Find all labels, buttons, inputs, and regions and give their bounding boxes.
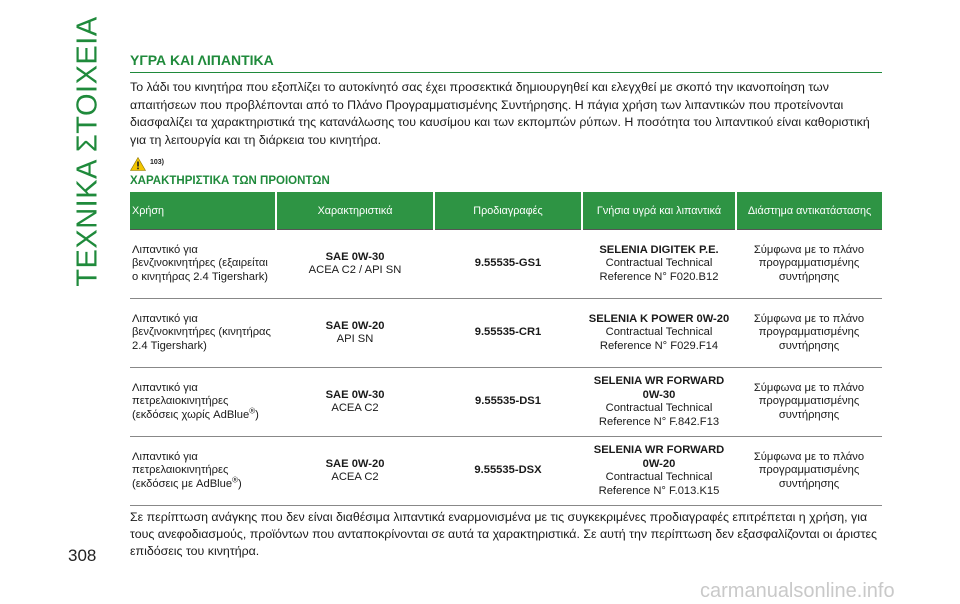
- genuine-ref-1: Contractual Technical: [605, 257, 713, 270]
- genuine-ref-1: Contractual Technical: [605, 326, 713, 339]
- cell-use: [130, 368, 276, 437]
- cell-genuine: [582, 230, 736, 299]
- cell-interval: Σύμφωνα με το πλάνο προγραμματισμένης συντήρησης: [736, 368, 882, 437]
- genuine-name: SELENIA WR FORWARD 0W-20: [593, 444, 725, 470]
- cell-genuine: [582, 437, 736, 506]
- page-content: [130, 52, 882, 560]
- table-header-row: [130, 192, 882, 230]
- cell-use: [130, 437, 276, 506]
- header-use: Χρήση: [130, 192, 276, 230]
- registered-mark: ®: [232, 475, 239, 485]
- footnote-paragraph: Σε περίπτωση ανάγκης που δεν είναι διαθέσιμα λιπαντικά εναρμονισμένα με τις συγκεκριμένες προδιαγραφές επιτρέπεται η χρήση, για τους ανεφοδιασμούς, προϊόντων που ανταποκρίνονται σε αυτά τα χαρακτηριστικά. Σε αυτή την περίπτωση δεν εξασφαλίζονται οι άριστες επιδόσεις του κινητήρα.: [130, 510, 878, 558]
- char-main: SAE 0W-20: [325, 457, 385, 470]
- char-main: SAE 0W-20: [325, 319, 385, 332]
- watermark: carmanualsonline.info: [700, 580, 895, 602]
- subsection-title: ΧΑΡΑΚΤΗΡΙΣΤΙΚΑ ΤΩΝ ΠΡΟΙΟΝΤΩΝ: [130, 175, 330, 187]
- cell-specification: 9.55535-CR1: [434, 299, 582, 368]
- warning-ref-number: 103): [150, 158, 165, 166]
- cell-specification: 9.55535-DSX: [434, 437, 582, 506]
- header-specifications: Προδιαγραφές: [434, 192, 582, 230]
- table-row: [130, 299, 882, 368]
- title-divider: [130, 72, 882, 73]
- use-text: Λιπαντικό για βενζινοκινητήρες (κινητήρας 2.4 Tigershark): [132, 312, 271, 352]
- genuine-ref-2: Reference N° F029.F14: [599, 339, 719, 352]
- cell-specification: 9.55535-GS1: [434, 230, 582, 299]
- cell-genuine: [582, 299, 736, 368]
- cell-characteristics: [276, 437, 434, 506]
- genuine-ref-1: Contractual Technical: [605, 402, 713, 414]
- registered-mark: ®: [249, 406, 256, 416]
- table-row: [130, 230, 882, 299]
- header-characteristics: Χαρακτηριστικά: [276, 192, 434, 230]
- use-text: Λιπαντικό για βενζινοκινητήρες (εξαιρείται ο κινητήρας 2.4 Tigershark): [132, 243, 269, 283]
- genuine-name: SELENIA DIGITEK P.E.: [599, 243, 719, 256]
- table-row: [130, 368, 882, 437]
- genuine-ref-2: Reference N° F020.B12: [599, 270, 719, 283]
- page-number: 308: [68, 546, 97, 565]
- genuine-ref-2: Reference N° F.013.K15: [598, 484, 720, 497]
- use-suffix: ): [238, 477, 242, 490]
- warning-reference: [130, 156, 882, 172]
- char-sub: ACEA C2 / API SN: [308, 264, 402, 276]
- genuine-name: SELENIA WR FORWARD 0W-30: [593, 375, 725, 401]
- warning-icon: [130, 157, 146, 171]
- char-main: SAE 0W-30: [325, 250, 385, 263]
- header-replacement-interval: Διάστημα αντικατάστασης: [736, 192, 882, 230]
- cell-characteristics: [276, 299, 434, 368]
- cell-specification: 9.55535-DS1: [434, 368, 582, 437]
- cell-interval: Σύμφωνα με το πλάνο προγραμματισμένης συντήρησης: [736, 230, 882, 299]
- genuine-ref-1: Contractual Technical: [605, 471, 713, 483]
- cell-characteristics: [276, 368, 434, 437]
- lubricants-table: [130, 192, 882, 506]
- intro-paragraph: Το λάδι του κινητήρα που εξοπλίζει το αυτοκίνητό σας έχει προσεκτικά δημιουργηθεί και ελεγχθεί με σκοπό την ικανοποίηση των απαιτήσεων που προβλέπονται από το Πλάνο Προγραμματισμένης Συντήρησης. Η πάγια χρήση των λιπαντικών που προτείνονται διασφαλίζει τα χαρακτηριστικά της κατανάλωσης του καυσίμου και των εκπομπών ρύπων. Η ποσότητα του λιπαντικού είναι καθοριστική για τη λειτουργία και τη διάρκεια του κινητήρα.: [130, 80, 870, 147]
- use-text: Λιπαντικό για πετρελαιοκινητήρες (εκδόσεις με AdBlue: [132, 450, 233, 490]
- side-chapter-title-text: ΤΕΧΝΙΚΑ ΣΤΟΙΧΕΙΑ: [71, 15, 104, 287]
- cell-use: [130, 299, 276, 368]
- cell-interval: Σύμφωνα με το πλάνο προγραμματισμένης συντήρησης: [736, 299, 882, 368]
- side-chapter-title: [68, 15, 108, 287]
- header-genuine-fluids: Γνήσια υγρά και λιπαντικά: [582, 192, 736, 230]
- char-sub: ACEA C2: [331, 471, 379, 483]
- char-sub: API SN: [336, 333, 374, 345]
- use-suffix: ): [255, 408, 259, 421]
- genuine-name: SELENIA K POWER 0W-20: [588, 312, 730, 325]
- cell-genuine: [582, 368, 736, 437]
- cell-use: [130, 230, 276, 299]
- table-row: [130, 437, 882, 506]
- cell-interval: Σύμφωνα με το πλάνο προγραμματισμένης συντήρησης: [736, 437, 882, 506]
- genuine-ref-2: Reference N° F.842.F13: [598, 415, 720, 428]
- cell-characteristics: [276, 230, 434, 299]
- char-sub: ACEA C2: [331, 402, 379, 414]
- char-main: SAE 0W-30: [325, 388, 385, 401]
- use-text: Λιπαντικό για πετρελαιοκινητήρες (εκδόσεις χωρίς AdBlue: [132, 381, 250, 421]
- section-title: ΥΓΡΑ ΚΑΙ ΛΙΠΑΝΤΙΚΑ: [130, 52, 274, 68]
